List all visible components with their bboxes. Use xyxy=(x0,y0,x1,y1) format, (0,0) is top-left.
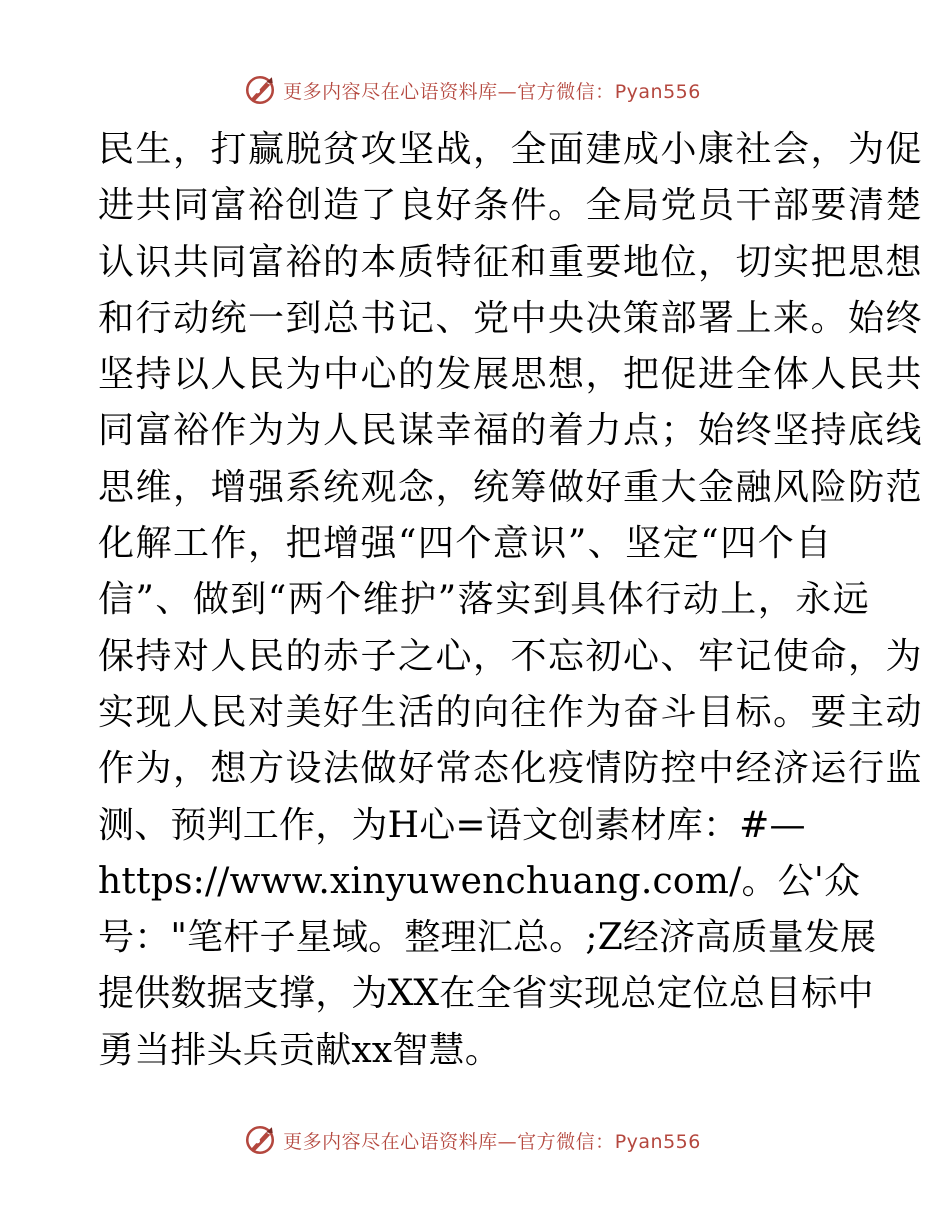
body-line: 保持对人民的赤子之心，不忘初心、牢记使命，为 xyxy=(98,635,924,677)
body-line: 测、预判工作，为H心=语文创素材库：#— xyxy=(98,804,806,846)
body-line: 民生，打赢脱贫攻坚战，全面建成小康社会，为促 xyxy=(98,129,924,170)
body-line: 坚持以人民为中心的发展思想，把促进全体人民共 xyxy=(98,354,924,396)
body-line: 和行动统一到总书记、党中央决策部署上来。始终 xyxy=(98,297,924,339)
body-line: 化解工作，把增强“四个意识”、坚定“四个自 xyxy=(98,523,833,565)
body-line: 勇当排头兵贡献xx智慧。 xyxy=(98,1029,502,1071)
body-line: 信”、做到“两个维护”落实到具体行动上，永远 xyxy=(98,579,871,621)
banner-main-text: 更多内容尽在心语资料库 xyxy=(283,1130,498,1153)
banner-separator: — xyxy=(497,80,518,103)
document-body xyxy=(98,122,924,1079)
banner-wechat-id: Pyan556 xyxy=(614,80,701,103)
banner-wechat-label: 官方微信： xyxy=(517,80,615,103)
footer-watermark-text xyxy=(283,1127,701,1154)
header-watermark-content xyxy=(243,73,701,107)
banner-wechat-id: Pyan556 xyxy=(614,1130,701,1153)
footer-watermark-content xyxy=(243,1123,701,1157)
banner-main-text: 更多内容尽在心语资料库 xyxy=(283,80,498,103)
body-line: 实现人民对美好生活的向往作为奋斗目标。要主动 xyxy=(98,691,924,733)
body-line: https://www.xinyuwenchuang.com/。公'众 xyxy=(98,860,861,902)
quill-pen-logo-icon xyxy=(243,73,277,107)
footer-watermark-banner xyxy=(0,1120,950,1160)
quill-pen-logo-icon xyxy=(243,1123,277,1157)
header-watermark-text xyxy=(283,77,701,104)
body-line: 号："笔杆子星域。整理汇总。;Z经济高质量发展 xyxy=(98,917,877,959)
header-watermark-banner xyxy=(0,70,950,110)
banner-wechat-label: 官方微信： xyxy=(517,1130,615,1153)
body-line: 思维，增强系统观念，统筹做好重大金融风险防范 xyxy=(98,466,924,508)
body-line: 同富裕作为为人民谋幸福的着力点；始终坚持底线 xyxy=(98,410,924,452)
banner-separator: — xyxy=(497,1130,518,1153)
body-line: 进共同富裕创造了良好条件。全局党员干部要清楚 xyxy=(98,185,924,227)
body-line: 认识共同富裕的本质特征和重要地位，切实把思想 xyxy=(98,241,924,283)
body-line: 作为，想方设法做好常态化疫情防控中经济运行监 xyxy=(98,748,924,790)
body-line: 提供数据支撑，为XX在全省实现总定位总目标中 xyxy=(98,973,874,1015)
